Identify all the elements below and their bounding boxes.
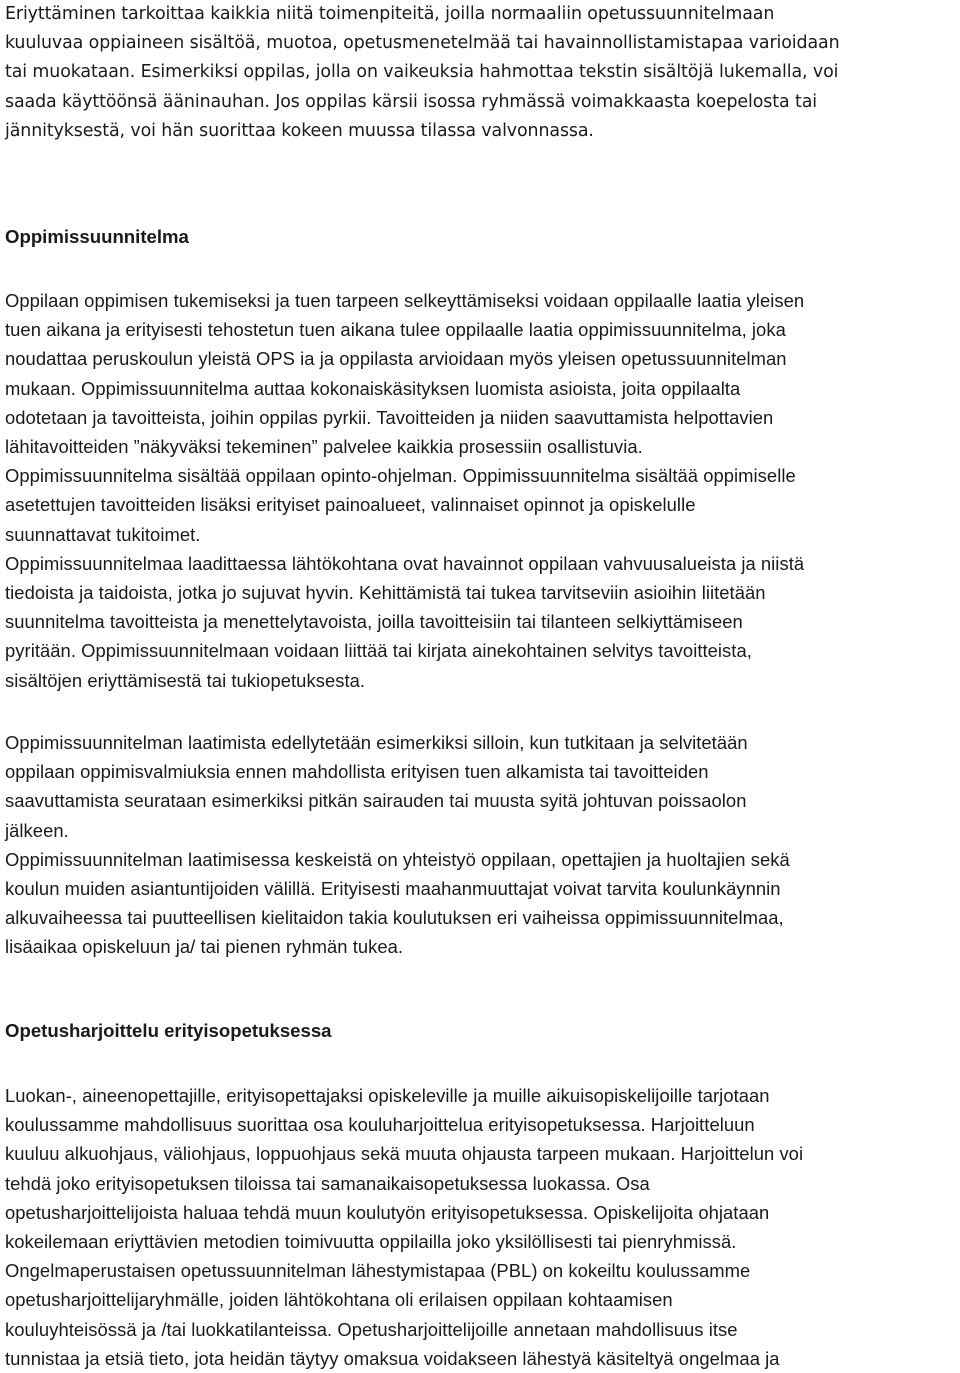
text-line: Oppilaan oppimisen tukemiseksi ja tuen tarpeen selkeyttämiseksi voidaan oppilaalle laatia yleisen — [5, 290, 805, 311]
text-line: noudattaa peruskoulun yleistä OPS ia ja oppilasta arvioidaan myös yleisen opetussuunnitelman — [5, 348, 787, 370]
oppimissuunnitelma-paragraph-1 — [5, 286, 960, 695]
text-line: odotetaan ja tavoitteista, joihin oppilas pyrkii. Tavoitteiden ja niiden saavuttamista helpottavien — [5, 406, 774, 428]
text-line: Oppimissuunnitelma sisältää oppilaan opinto-ohjelman. Oppimissuunnitelma sisältää oppimiselle — [5, 465, 796, 487]
text-line: jännityksestä, voi hän suorittaa kokeen muussa tilassa valvonnassa. — [5, 120, 594, 141]
text-line: koulussamme mahdollisuus suorittaa osa kouluharjoittelua erityisopetuksessa. Harjoitteluun — [5, 1114, 755, 1136]
text-line: pyritään. Oppimissuunnitelmaan voidaan liittää tai kirjata ainekohtainen selvitys tavoitteista, — [5, 640, 752, 662]
text-line: kuuluvaa oppiaineen sisältöä, muotoa, opetusmenetelmää tai havainnollistamistapaa varioidaan — [5, 33, 840, 54]
section-heading-opetusharjoittelu: Opetusharjoittelu erityisopetuksessa — [5, 1020, 332, 1041]
text-line: tehdä joko erityisopetuksen tiloissa tai samanaikaisopetuksessa luokassa. Osa — [5, 1172, 650, 1194]
text-line: jälkeen. — [5, 819, 69, 841]
section-heading-oppimissuunnitelma: Oppimissuunnitelma — [5, 226, 189, 247]
text-line: mukaan. Oppimissuunnitelma auttaa kokonaiskäsityksen luomista asioista, joita oppilaalta — [5, 377, 741, 399]
text-line: saada käyttöönsä ääninauhan. Jos oppilas kärsii isossa ryhmässä voimakkaasta koepelosta tai — [5, 91, 817, 112]
text-line: tuen aikana ja erityisesti tehostetun tuen aikana tulee oppilaalle laatia oppimissuunnitelma, joka — [5, 319, 786, 341]
text-line: asetettujen tavoitteiden lisäksi erityiset painoalueet, valinnaiset opinnot ja opiskelulle — [5, 494, 696, 516]
text-line: Oppimissuunnitelmaa laadittaessa lähtökohtana ovat havainnot oppilaan vahvuusalueista ja niistä — [5, 552, 805, 574]
text-line: sisältöjen eriyttämisestä tai tukiopetuksesta. — [5, 669, 366, 691]
text-line: saavuttamista seurataan esimerkiksi pitkän sairauden tai muusta syitä johtuvan poissaolon — [5, 790, 747, 812]
text-line: kuuluu alkuohjaus, väliohjaus, loppuohjaus sekä muuta ohjausta tarpeen mukaan. Harjoittelun voi — [5, 1143, 804, 1165]
text-line: Ongelmaperustaisen opetussuunnitelman lähestymistapaa (PBL) on kokeiltu koulussamme — [5, 1260, 751, 1282]
text-line: opetusharjoittelijaryhmälle, joiden lähtökohtana oli erilaisen oppilaan kohtaamisen — [5, 1289, 673, 1311]
text-line: kouluyhteisössä ja /tai luokkatilanteissa. Opetusharjoittelijoille annetaan mahdollisuus itse — [5, 1318, 738, 1340]
oppimissuunnitelma-paragraph-2 — [5, 728, 960, 962]
text-line: suunnitelma tavoitteista ja menettelytavoista, joilla tavoitteisiin tai tilanteen selkiyttämiseen — [5, 611, 743, 633]
text-line: oppilaan oppimisvalmiuksia ennen mahdollista erityisen tuen alkamista tai tavoitteiden — [5, 761, 709, 783]
text-line: opetusharjoittelijoista haluaa tehdä muun koulutyön erityisopetuksessa. Opiskelijoita ohjataan — [5, 1201, 770, 1223]
text-line: lähitavoitteiden ”näkyväksi tekeminen” palvelee kaikkia prosessiin osallistuvia. — [5, 436, 643, 458]
text-line: kokeilemaan eriyttävien metodien toimivuutta oppilailla joko yksilöllisesti tai pienryhmissä. — [5, 1231, 737, 1253]
text-line: koulun muiden asiantuntijoiden välillä. Erityisesti maahanmuuttajat voivat tarvita koulunkäynnin — [5, 878, 781, 900]
text-line: tiedoista ja taidoista, jotka jo sujuvat hyvin. Kehittämistä tai tukea tarvitseviin asioihin liitetään — [5, 582, 766, 604]
text-line: Eriyttäminen tarkoittaa kaikkia niitä toimenpiteitä, joilla normaaliin opetussuunnitelmaan — [5, 4, 775, 24]
text-line: tunnistaa ja etsiä tieto, jota heidän täytyy omaksua voidakseen lähestyä käsiteltyä ongelmaa ja — [5, 1347, 780, 1369]
opetusharjoittelu-paragraph — [5, 1081, 960, 1373]
text-line: tai muokataan. Esimerkiksi oppilas, jolla on vaikeuksia hahmottaa tekstin sisältöjä lukemalla, voi — [5, 62, 839, 83]
text-line: suunnattavat tukitoimet. — [5, 523, 201, 545]
text-line: Luokan-, aineenopettajille, erityisopettajaksi opiskeleville ja muille aikuisopiskelijoille tarjotaan — [5, 1085, 770, 1106]
text-line: Oppimissuunnitelman laatimisessa keskeistä on yhteistyö oppilaan, opettajien ja huoltajien sekä — [5, 848, 790, 870]
intro-paragraph — [5, 0, 955, 146]
text-line: lisäaikaa opiskeluun ja/ tai pienen ryhmän tukea. — [5, 936, 404, 958]
text-line: Oppimissuunnitelman laatimista edellytetään esimerkiksi silloin, kun tutkitaan ja selvitetään — [5, 732, 748, 753]
text-line: alkuvaiheessa tai puutteellisen kielitaidon takia koulutuksen eri vaiheissa oppimissuunnitelmaa, — [5, 907, 784, 929]
